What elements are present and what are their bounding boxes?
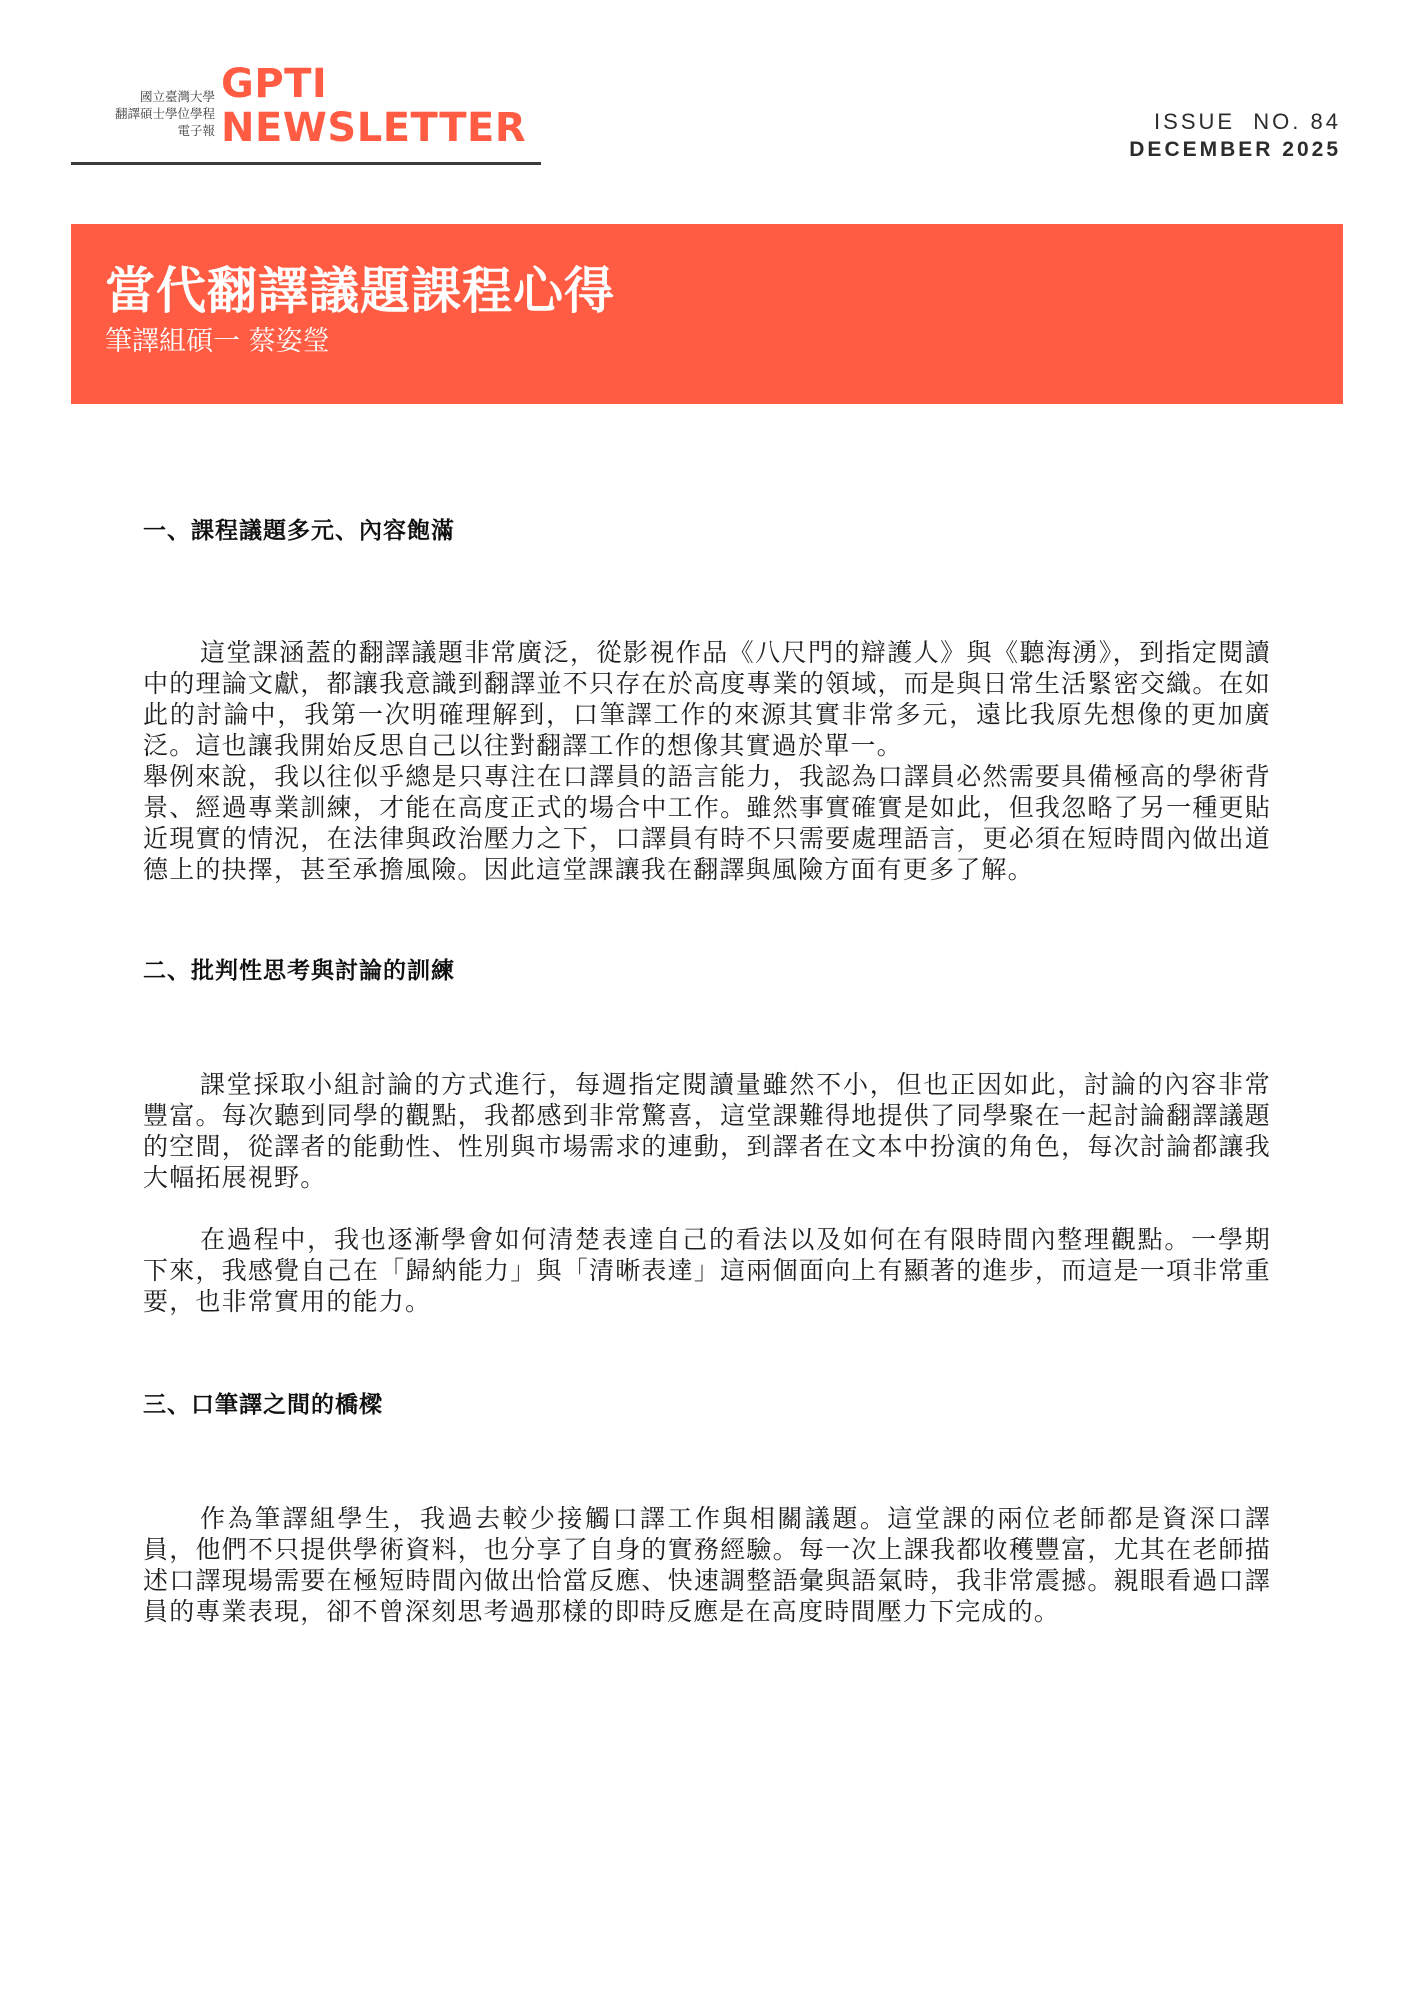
brand-line-gpti: GPTI xyxy=(221,61,328,107)
issue-info xyxy=(1129,108,1341,164)
article-author: 筆譯組碩一 蔡姿瑩 xyxy=(105,326,330,357)
paragraph: 課堂採取小組討論的方式進行，每週指定閱讀量雖然不小，但也正因如此，討論的內容非常豐富。每次聽到同學的觀點，我都感到非常驚喜，這堂課難得地提供了同學聚在一起討論翻譯議題的空間，從譯者的能動性、性別與市場需求的連動，到譯者在文本中扮演的角色，每次討論都讓我大幅拓展視野。 xyxy=(143,1070,1271,1192)
issue-number: ISSUE NO. 84 xyxy=(1154,109,1341,134)
title-banner xyxy=(71,224,1343,404)
masthead xyxy=(71,62,541,164)
section-heading: 一、課程議題多元、內容飽滿 xyxy=(143,518,455,544)
masthead-divider xyxy=(71,162,541,165)
section-heading: 三、口筆譯之間的橋樑 xyxy=(143,1392,383,1418)
paragraph: 作為筆譯組學生，我過去較少接觸口譯工作與相關議題。這堂課的兩位老師都是資深口譯員，他們不只提供學術資料，也分享了自身的實務經驗。每一次上課我都收穫豐富，尤其在老師描述口譯現場需要在極短時間內做出恰當反應、快速調整語彙與語氣時，我非常震撼。親眼看過口譯員的專業表現，卻不曾深刻思考過那樣的即時反應是在高度時間壓力下完成的。 xyxy=(143,1504,1271,1626)
paragraph: 舉例來說，我以往似乎總是只專注在口譯員的語言能力，我認為口譯員必然需要具備極高的學術背景、經過專業訓練，才能在高度正式的場合中工作。雖然事實確實是如此，但我忽略了另一種更貼近現實的情況，在法律與政治壓力之下，口譯員有時不只需要處理語言，更必須在短時間內做出道德上的抉擇，甚至承擔風險。因此這堂課讓我在翻譯與風險方面有更多了解。 xyxy=(143,762,1271,884)
org-line-university: 國立臺灣大學 xyxy=(139,89,215,104)
brand-line-newsletter: NEWSLETTER xyxy=(221,105,527,151)
section-heading: 二、批判性思考與討論的訓練 xyxy=(143,958,455,984)
article-title: 當代翻譯議題課程心得 xyxy=(105,262,615,320)
article-body xyxy=(143,515,1271,1627)
org-line-program: 翻譯碩士學位學程 xyxy=(114,106,215,121)
issue-date: DECEMBER 2025 xyxy=(1129,138,1341,161)
org-line-newsletter: 電子報 xyxy=(177,123,215,138)
org-name xyxy=(105,88,215,139)
brand-logo xyxy=(221,62,526,150)
paragraph: 這堂課涵蓋的翻譯議題非常廣泛，從影視作品《八尺門的辯護人》與《聽海湧》，到指定閱讀中的理論文獻，都讓我意識到翻譯並不只存在於高度專業的領域，而是與日常生活緊密交織。在如此的討論中，我第一次明確理解到，口筆譯工作的來源其實非常多元，遠比我原先想像的更加廣泛。這也讓我開始反思自己以往對翻譯工作的想像其實過於單一。 xyxy=(143,638,1271,760)
paragraph: 在過程中，我也逐漸學會如何清楚表達自己的看法以及如何在有限時間內整理觀點。一學期下來，我感覺自己在「歸納能力」與「清晰表達」這兩個面向上有顯著的進步，而這是一項非常重要，也非常實用的能力。 xyxy=(143,1225,1271,1316)
